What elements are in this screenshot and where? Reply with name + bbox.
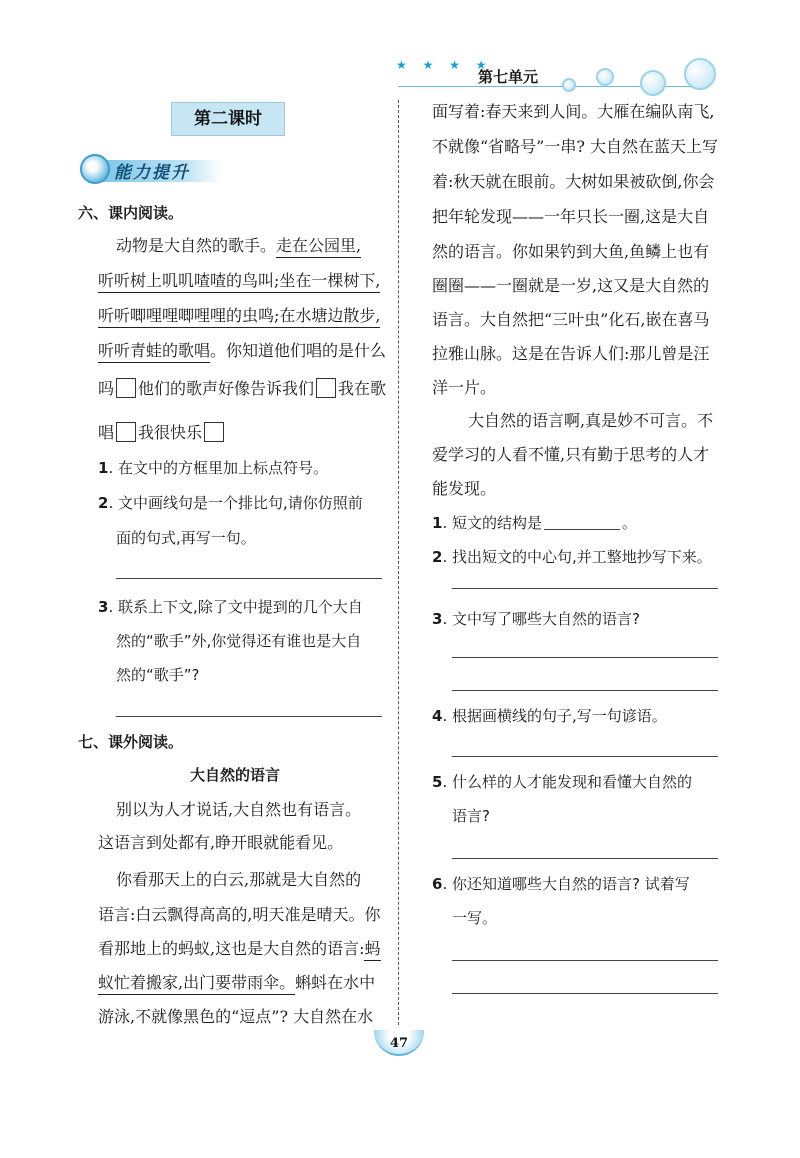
question-text: . 找出短文的中心句,并工整地抄写下来。 xyxy=(442,548,712,566)
answer-line[interactable] xyxy=(452,690,718,691)
answer-line[interactable] xyxy=(452,858,718,859)
passage-line: 语言。大自然把“三叶虫”化石,嵌在喜马 xyxy=(432,310,710,329)
question-3-cont: 然的“歌手”? xyxy=(116,666,200,684)
question-2 xyxy=(432,550,712,565)
story-title: 大自然的语言 xyxy=(190,766,281,784)
passage-text: 动物是大自然的歌手。 xyxy=(116,236,277,255)
passage-line: 圈圈——一圈就是一岁,这又是大自然的 xyxy=(432,276,710,295)
answer-line[interactable] xyxy=(452,960,718,961)
question-text: . 联系上下文,除了文中提到的几个大自 xyxy=(108,598,363,616)
question-number: 4 xyxy=(432,707,443,725)
magnifier-icon xyxy=(80,154,110,184)
passage-line xyxy=(116,238,361,254)
answer-line[interactable] xyxy=(116,578,382,579)
passage-line: 面写着:春天来到人间。大雁在编队南飞, xyxy=(432,102,715,121)
question-text: . 根据画横线的句子,写一句谚语。 xyxy=(442,707,667,725)
question-4 xyxy=(432,709,667,724)
part7-heading: 七、课外阅读。 xyxy=(78,733,184,751)
answer-line[interactable] xyxy=(452,993,718,994)
question-5-cont: 语言? xyxy=(452,807,490,825)
passage-line xyxy=(98,343,386,359)
punctuation-box[interactable] xyxy=(204,422,224,442)
passage-text: 我在歌 xyxy=(338,379,387,398)
bubble-icon xyxy=(596,68,614,86)
passage-line: 游泳,不就像黑色的“逗点”? 大自然在水 xyxy=(98,1007,374,1026)
question-text: . 短文的结构是 xyxy=(442,514,542,532)
passage-line: 能发现。 xyxy=(432,479,497,498)
passage-line: 爱学习的人看不懂,只有勤于思考的人才 xyxy=(432,445,710,464)
bubble-icon xyxy=(640,70,666,96)
passage-line: 这语言到处都有,睁开眼就能看见。 xyxy=(98,833,344,852)
punctuation-box[interactable] xyxy=(316,378,336,398)
question-6 xyxy=(432,877,690,892)
passage-line xyxy=(98,308,380,324)
underlined-text: 听听树上叽叽喳喳的鸟叫;坐在一棵树下, xyxy=(98,271,380,293)
question-text: . 你还知道哪些大自然的语言? 试着写 xyxy=(442,875,690,893)
passage-line: 不就像“省略号”一串? 大自然在蓝天上写 xyxy=(432,137,719,156)
question-3 xyxy=(432,612,640,627)
question-number: 2 xyxy=(432,548,443,566)
question-1 xyxy=(432,516,637,531)
answer-blank[interactable] xyxy=(544,516,620,530)
bubble-icon xyxy=(562,78,576,92)
answer-line[interactable] xyxy=(452,588,718,589)
question-number: 2 xyxy=(98,494,109,512)
question-text: 。 xyxy=(621,514,637,532)
question-text: . 文中写了哪些大自然的语言? xyxy=(442,610,640,628)
passage-text: 我很快乐 xyxy=(138,423,203,442)
column-divider xyxy=(398,100,399,1025)
page-number-badge xyxy=(374,1030,424,1056)
passage-line xyxy=(98,378,386,398)
question-3 xyxy=(98,600,363,615)
passage-text: 吗 xyxy=(98,379,115,398)
passage-line xyxy=(98,273,380,289)
underlined-text: 听听青蛙的歌唱 xyxy=(98,341,210,363)
page-number: 47 xyxy=(389,1036,409,1051)
question-2-cont: 面的句式,再写一句。 xyxy=(116,529,256,547)
passage-text: 蝌蚪在水中 xyxy=(295,973,376,992)
question-text: . 文中画线句是一个排比句,请你仿照前 xyxy=(108,494,363,512)
lesson-label: 第二课时 xyxy=(171,102,285,136)
passage-line: 拉雅山脉。这是在告诉人们:那儿曾是汪 xyxy=(432,344,710,363)
underlined-text: 走在公园里, xyxy=(276,236,361,258)
question-6-cont: 一写。 xyxy=(452,909,498,927)
question-number: 5 xyxy=(432,773,443,791)
passage-text: 唱 xyxy=(98,423,115,442)
star-decoration-icon: ★ ★ ★ ★ xyxy=(396,58,493,72)
question-text: . 在文中的方框里加上标点符号。 xyxy=(108,459,328,477)
unit-title: 第七单元 xyxy=(478,68,539,86)
banner-text: 能力提升 xyxy=(114,163,190,183)
question-number: 6 xyxy=(432,875,443,893)
passage-line: 洋一片。 xyxy=(432,378,497,397)
question-number: 3 xyxy=(432,610,443,628)
punctuation-box[interactable] xyxy=(116,378,136,398)
passage-line xyxy=(98,422,226,442)
underlined-text: 蚂 xyxy=(364,939,380,961)
question-number: 1 xyxy=(432,514,443,532)
passage-text: 看那地上的蚂蚁,这也是大自然的语言: xyxy=(98,939,365,958)
question-text: . 什么样的人才能发现和看懂大自然的 xyxy=(442,773,692,791)
answer-line[interactable] xyxy=(116,716,382,717)
underlined-text: 蚁忙着搬家,出门要带雨伞。 xyxy=(98,973,295,995)
question-2 xyxy=(98,496,363,511)
passage-line: 着:秋天就在眼前。大树如果被砍倒,你会 xyxy=(432,172,715,191)
answer-line[interactable] xyxy=(452,657,718,658)
section-banner xyxy=(80,152,220,188)
part6-heading: 六、课内阅读。 xyxy=(78,204,184,222)
question-number: 1 xyxy=(98,459,109,477)
underlined-text: 听听唧哩哩唧哩哩的虫鸣;在水塘边散步, xyxy=(98,306,380,328)
passage-line xyxy=(98,975,375,991)
passage-text: 他们的歌声好像告诉我们 xyxy=(138,379,315,398)
answer-line[interactable] xyxy=(452,756,718,757)
passage-line: 大自然的语言啊,真是妙不可言。不 xyxy=(468,411,714,430)
passage-line: 别以为人才说话,大自然也有语言。 xyxy=(116,800,362,819)
passage-line xyxy=(98,941,381,957)
question-1 xyxy=(98,461,328,476)
punctuation-box[interactable] xyxy=(116,422,136,442)
passage-line: 语言:白云飘得高高的,明天准是晴天。你 xyxy=(98,905,381,924)
passage-line: 你看那天上的白云,那就是大自然的 xyxy=(116,870,362,889)
passage-line: 把年轮发现——一年只长一圈,这是大自 xyxy=(432,207,710,226)
passage-line: 然的语言。你如果钓到大鱼,鱼鳞上也有 xyxy=(432,242,710,261)
question-3-cont: 然的“歌手”外,你觉得还有谁也是大自 xyxy=(116,632,362,650)
question-number: 3 xyxy=(98,598,109,616)
question-5 xyxy=(432,775,692,790)
bubble-icon xyxy=(684,58,716,90)
passage-text: 。你知道他们唱的是什么 xyxy=(210,341,387,360)
